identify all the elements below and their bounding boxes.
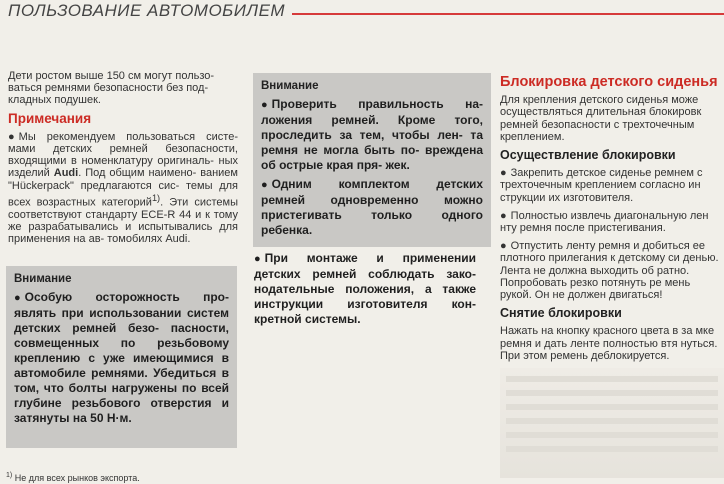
right-column [500,76,724,368]
intro-text: Дети ростом выше 150 см могут пользо- ваться ремнями безопасности без под- кладных подушек. [8,70,215,107]
bullet-icon: ● [8,130,15,143]
faded-area [500,368,724,478]
lock-item: ● Отпустить ленту ремня и добиться ее плотного прилегания к детскому си денью. Лента не должна выходить об ратно. Попробовать резко потянуть ре мень рукой. Он не должен двигаться! [500,240,719,302]
lock-item: ● Закрепить детское сиденье ремнем с трехточечным креплением согласно ин струкции их изготовителя. [500,167,703,204]
footnote-text: Не для всех рынков экспорта. [14,473,140,483]
brand-text: Audi [53,167,79,180]
warning-title: Внимание [261,80,319,92]
bullet-icon: ● [500,167,507,180]
warning-item: ● Одним комплектом детских ремней одновременно можно пристегивать только одного ребенка. [261,177,483,237]
right-intro: Для крепления детского сиденья може осуществляться длительная блокировк ремней безопасности с трехточечным креплением. [500,94,702,143]
bullet-icon: ● [261,179,268,191]
unlock-text: Нажать на кнопку красного цвета в за мке ремня и дать ленте полностью втя нуться. При этом ремень деблокируется. [500,325,718,362]
warning-item: ● Проверить правильность на- ложения ремней. Кроме того, проследить за тем, чтобы лен- та ремня не могла быть по- вреждена об острые края пря- жек. [261,97,483,172]
bullet-icon: ● [254,253,261,265]
lock-heading: Осуществление блокировки [500,148,676,163]
left-column [8,70,238,251]
footnote [6,472,140,483]
bullet-icon: ● [500,240,507,253]
warning-box-left [6,266,237,448]
header-rule [292,13,724,15]
note-block: ● При монтаже и применении детских ремней соблюдать зако- нодательные положения, а также инструкции изготовителя кон- кретной системы. [254,251,476,326]
unlock-heading: Снятие блокировки [500,306,622,321]
warning-box-middle [253,73,491,247]
right-heading: Блокировка детского сиденья [500,76,718,90]
page-header-title: ПОЛЬЗОВАНИЕ АВТОМОБИЛЕМ [8,1,286,20]
bullet-icon: ● [261,99,268,111]
notes-text: ● Мы рекомендуем пользоваться систе- мами детских ремней безопасности, входящими в номенклатуру оригиналь- ных изделий Audi. Под общим наимено- ванием "Hückerpack" предлагаются сис- темы для всех возрастных категорий$^{1)}$. Эти системы соответствуют стандарту ECE-R 44 и к тому же разрабатывались и испытывались для применения на ав- томобилях Audi. [8,130,239,246]
footnote-mark: 1) [6,472,13,479]
footnote-mark: 1) [151,192,161,203]
notes-heading: Примечания [8,110,92,126]
warning-text: ● Особую осторожность про- являть при использовании систем детских ремней безо- пасности, совмещенных по резьбовому креплению с уже имеющимися в автомобиле ремнями. Убедиться в том, что болты нагружены по всей глубине резьбового отверстия и затянуты на 50 Н·м. [14,290,229,425]
bullet-icon: ● [500,209,507,222]
bullet-icon: ● [14,292,21,304]
lock-item: ● Полностью извлечь диагональную лен нту ремня после пристегивания. [500,209,709,235]
warning-title: Внимание [14,273,72,285]
